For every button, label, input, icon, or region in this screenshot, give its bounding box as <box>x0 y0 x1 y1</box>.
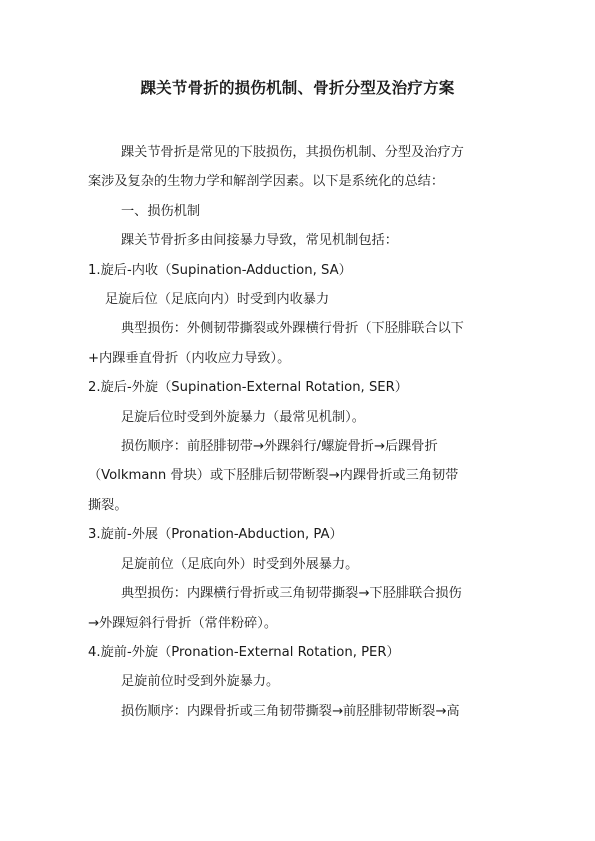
paragraph-line: 案涉及复杂的生物力学和解剖学因素。以下是系统化的总结： <box>88 174 445 190</box>
paragraph-line: 典型损伤：内踝横行骨折或三角韧带撕裂→下胫腓联合损伤 <box>121 586 462 602</box>
paragraph-line: 踝关节骨折是常见的下肢损伤，其损伤机制、分型及治疗方 <box>121 145 464 160</box>
list-item-heading: 2.旋后-外旋（Supination-External Rotation, SER） <box>88 380 408 396</box>
paragraph-line: 撕裂。 <box>88 497 128 513</box>
list-item-heading: 4.旋前-外旋（Pronation-External Rotation, PER） <box>88 644 400 660</box>
paragraph-line: 足旋后位（足底向内）时受到内收暴力 <box>105 292 330 308</box>
paragraph-line: 典型损伤：外侧韧带撕裂或外踝横行骨折（下胫腓联合以下 <box>121 321 464 337</box>
section-heading: 一、损伤机制 <box>121 203 201 219</box>
paragraph-line: 损伤顺序：内踝骨折或三角韧带撕裂→前胫腓韧带断裂→高 <box>121 703 460 719</box>
paragraph-line: +内踝垂直骨折（内收应力导致）。 <box>88 350 291 366</box>
paragraph-line: →外踝短斜行骨折（常伴粉碎）。 <box>88 615 278 631</box>
paragraph-line: 踝关节骨折多由间接暴力导致，常见机制包括： <box>121 233 398 249</box>
document-title: 踝关节骨折的损伤机制、骨折分型及治疗方案 <box>140 79 455 97</box>
paragraph-line: 损伤顺序：前胫腓韧带→外踝斜行/螺旋骨折→后踝骨折 <box>121 439 438 455</box>
list-item-heading: 3.旋前-外展（Pronation-Abduction, PA） <box>88 527 343 543</box>
paragraph-line: （Volkmann 骨块）或下胫腓后韧带断裂→内踝骨折或三角韧带 <box>88 468 459 484</box>
document-body <box>88 138 508 726</box>
paragraph-line: 足旋前位时受到外旋暴力。 <box>121 674 280 690</box>
paragraph-line: 足旋后位时受到外旋暴力（最常见机制）。 <box>121 409 365 425</box>
paragraph-line: 足旋前位（足底向外）时受到外展暴力。 <box>121 556 359 572</box>
list-item-heading: 1.旋后-内收（Supination-Adduction, SA） <box>88 262 352 278</box>
